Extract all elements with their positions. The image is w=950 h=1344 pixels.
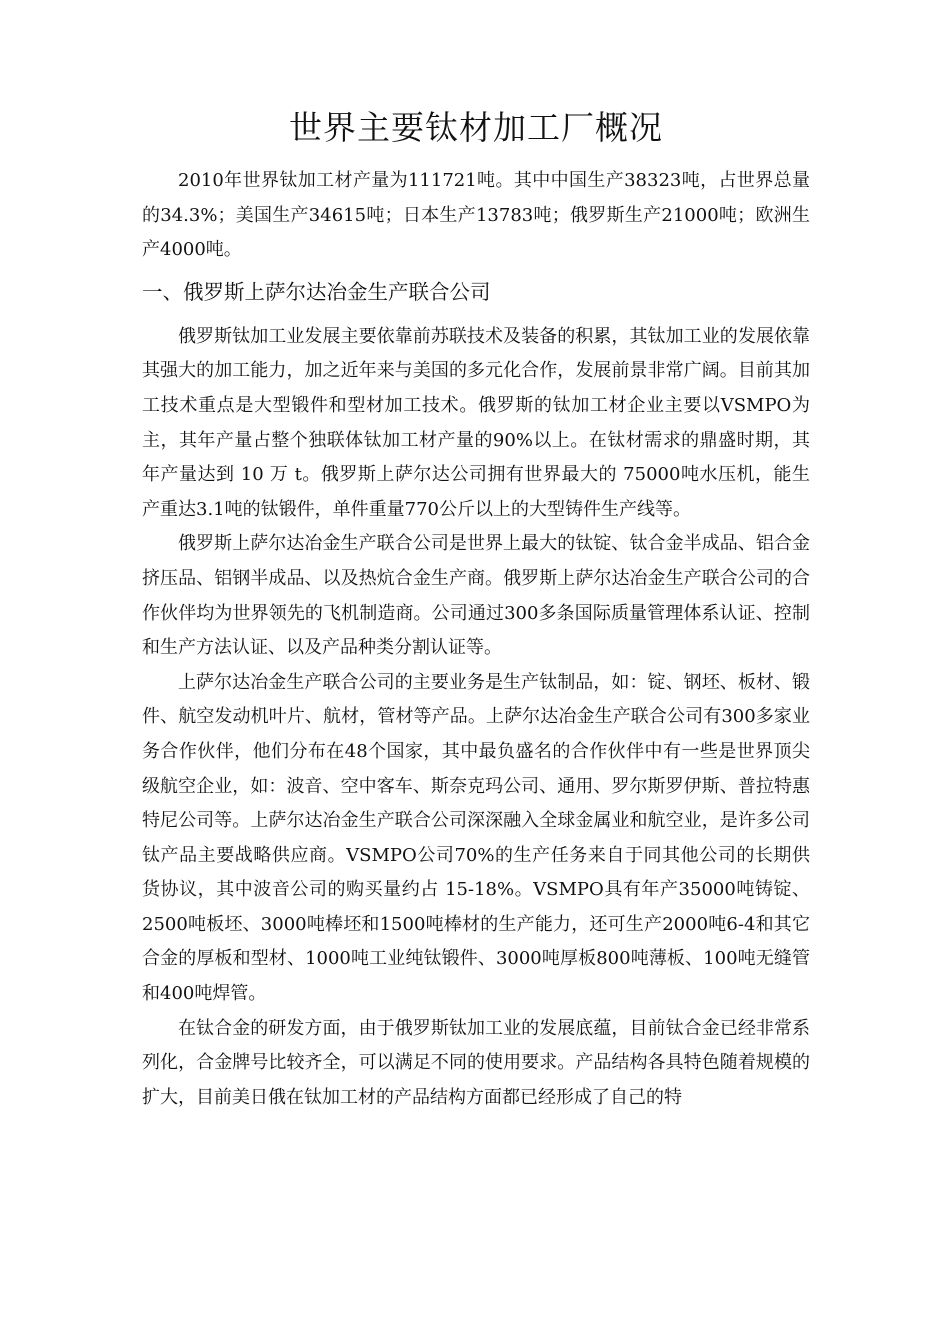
page-title: 世界主要钛材加工厂概况 xyxy=(289,108,663,147)
body-paragraph: 俄罗斯钛加工业发展主要依靠前苏联技术及装备的积累，其钛加工业的发展依靠其强大的加工能力，加之近年来与美国的多元化合作，发展前景非常广阔。目前其加工技术重点是大型锻件和型材加工技术。俄罗斯的钛加工材企业主要以VSMPO为主，其年产量占整个独联体钛加工材产量的90%以上。在钛材需求的鼎盛时期，其年产量达到 10 万 t。俄罗斯上萨尔达公司拥有世界最大的 75000吨水压机，能生产重达3.1吨的钛锻件，单件重量770公斤以上的大型铸件生产线等。 xyxy=(142,325,810,520)
body-paragraph: 上萨尔达冶金生产联合公司的主要业务是生产钛制品，如：锭、钢坯、板材、锻件、航空发动机叶片、航材，管材等产品。上萨尔达冶金生产联合公司有300多家业务合作伙伴，他们分布在48个国家，其中最负盛名的合作伙伴中有一些是世界顶尖级航空企业，如：波音、空中客车、斯奈克玛公司、通用、罗尔斯罗伊斯、普拉特惠特尼公司等。上萨尔达冶金生产联合公司深深融入全球金属业和航空业，是许多公司钛产品主要战略供应商。VSMPO公司70%的生产任务来自于同其他公司的长期供货协议，其中波音公司的购买量约占 15-18%。VSMPO具有年产35000吨铸锭、2500吨板坯、3000吨棒坯和1500吨棒材的生产能力，还可生产2000吨6-4和其它合金的厚板和型材、1000吨工业纯钛锻件、3000吨厚板800吨薄板、100吨无缝管和400吨焊管。 xyxy=(142,671,810,1005)
document-body xyxy=(142,96,810,1115)
intro-paragraph: 2010年世界钛加工材产量为111721吨。其中中国生产38323吨，占世界总量的34.3%；美国生产34615吨；日本生产13783吨；俄罗斯生产21000吨；欧洲生产4000吨。 xyxy=(142,170,810,261)
body-paragraph: 在钛合金的研发方面，由于俄罗斯钛加工业的发展底蕴，目前钛合金已经非常系列化，合金牌号比较齐全，可以满足不同的使用要求。产品结构各具特色随着规模的扩大，目前美日俄在钛加工材的产品结构方面都已经形成了自己的特 xyxy=(142,1017,810,1108)
body-paragraph: 俄罗斯上萨尔达冶金生产联合公司是世界上最大的钛锭、钛合金半成品、铝合金挤压品、铝钢半成品、以及热炕合金生产商。俄罗斯上萨尔达冶金生产联合公司的合作伙伴均为世界领先的飞机制造商。公司通过300多条国际质量管理体系认证、控制和生产方法认证、以及产品种类分割认证等。 xyxy=(142,533,810,659)
section-heading-vsmpo: 一、俄罗斯上萨尔达冶金生产联合公司 xyxy=(142,279,491,304)
